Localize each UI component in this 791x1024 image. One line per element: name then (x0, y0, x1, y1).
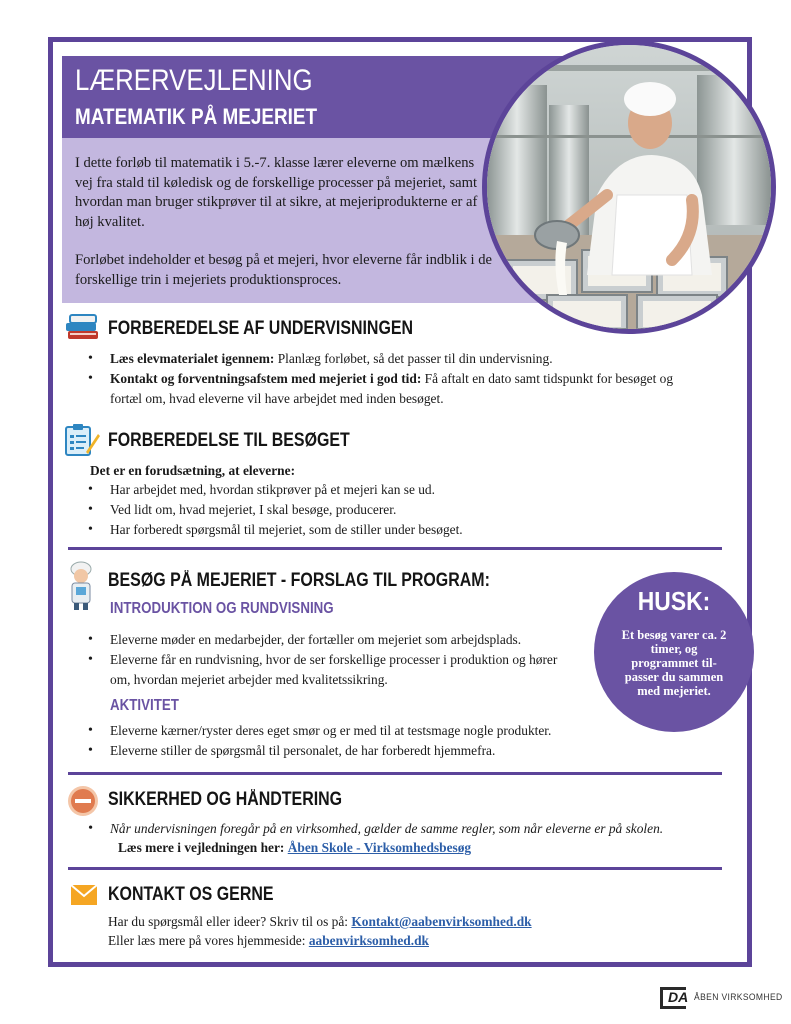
section-heading-visit-preparation: FORBEREDELSE TIL BESØGET (108, 430, 350, 451)
website-link[interactable]: aabenvirksomhed.dk (308, 933, 429, 948)
intro-text (75, 154, 495, 290)
reminder-badge (594, 572, 754, 732)
intro-paragraph-2: Forløbet indeholder et besøg på et mejeri, hvor eleverne får indblik i de forskellige trin i mejeriets produktionsproces. (75, 252, 492, 288)
prerequisite-lead: Det er en forudsætning, at eleverne: (90, 463, 296, 478)
list-item: • Eleverne stiller de spørgsmål til personalet, de har forberedt hjemmefra. (84, 741, 604, 761)
activity-list (84, 721, 604, 761)
list-item: • Eleverne kærner/ryster deres eget smør og er med til at testsmage nogle produkter. (84, 721, 604, 741)
preparation-list (84, 349, 684, 409)
section-heading-contact: KONTAKT OS GERNE (108, 884, 274, 905)
dairy-worker-icon (66, 561, 96, 616)
section-divider (68, 772, 722, 775)
list-item-bold: Kontakt og forventningsafstem med mejeriet i god tid: (110, 371, 422, 386)
list-item (84, 369, 684, 409)
contact-email-line (108, 912, 532, 932)
list-item: • Ved lidt om, hvad mejeriet, I skal besøge, producerer. (84, 500, 684, 520)
introduction-list (84, 630, 564, 690)
section-heading-preparation: FORBEREDELSE AF UNDERVISNINGEN (108, 318, 414, 339)
reminder-title: HUSK: (637, 586, 711, 616)
list-item: • Når undervisningen foregår på en virksomhed, gælder de samme regler, som når eleverne er på skolen. (84, 819, 724, 839)
page-title: LÆRERVEJLENING (75, 64, 313, 97)
contact-email-link[interactable]: Kontakt@aabenvirksomhed.dk (351, 914, 532, 929)
contact-email-label: Har du spørgsmål eller ideer? Skriv til os på: (108, 914, 352, 929)
subheading-introduction: INTRODUKTION OG RUNDVISNING (110, 600, 334, 617)
logo-mark: DA (668, 989, 689, 1005)
reminder-text: Et besøg varer ca. 2 timer, og programmet til-passer du sammen med mejeriet. (621, 628, 727, 698)
intro-paragraph-1: I dette forløb til matematik i 5.-7. klasse lærer eleverne om mælkens vej fra stald til køledisk og de forskellige processer på mejeriet, samt hvordan man bruger stikprøver til at sikre, at mejeriprodukterne er af høj kvalitet. (75, 155, 478, 230)
section-divider (68, 547, 722, 550)
safety-list (84, 819, 724, 839)
subheading-activity: AKTIVITET (110, 697, 179, 714)
visit-guide-link[interactable]: Åben Skole - Virksomhedsbesøg (287, 840, 472, 855)
envelope-icon (70, 884, 98, 911)
section-heading-safety: SIKKERHED OG HÅNDTERING (108, 789, 343, 810)
no-entry-icon (67, 785, 99, 822)
books-icon (64, 311, 102, 348)
section-heading-visit-program: BESØG PÅ MEJERIET - FORSLAG TIL PROGRAM: (108, 570, 490, 591)
read-more-label: Læs mere i vejledningen her: (118, 840, 288, 855)
read-more-line (118, 838, 471, 858)
section-divider (68, 867, 722, 870)
visit-preparation-list (84, 480, 684, 540)
page-subtitle: MATEMATIK PÅ MEJERIET (75, 104, 318, 129)
list-item: • Eleverne møder en medarbejder, der fortæller om mejeriet som arbejdsplads. (84, 630, 564, 650)
list-item: • Eleverne får en rundvisning, hvor de ser forskellige processer i produktion og hører om, hvordan mejeriet arbejder med kvalitetssikring. (84, 650, 564, 690)
list-item-bold: Læs elevmaterialet igennem: (110, 351, 275, 366)
list-item: • Har forberedt spørgsmål til mejeriet, som de stiller under besøget. (84, 520, 684, 540)
dairy-worker-photo (482, 40, 776, 334)
contact-website-label: Eller læs mere på vores hjemmeside: (108, 933, 309, 948)
list-item: • Har arbejdet med, hvordan stikprøver på et mejeri kan se ud. (84, 480, 684, 500)
list-item-text: Planlæg forløbet, så det passer til din undervisning. (274, 351, 553, 366)
clipboard-icon (64, 424, 100, 463)
list-item (84, 349, 684, 369)
list-item-text: Få aftalt en dato samt tidspunkt for besøget og fortæl om, hvad eleverne vil have arbejdet med inden besøget. (110, 371, 674, 406)
logo-text: ÅBEN VIRKSOMHED (694, 992, 783, 1003)
contact-website-line (108, 931, 429, 951)
